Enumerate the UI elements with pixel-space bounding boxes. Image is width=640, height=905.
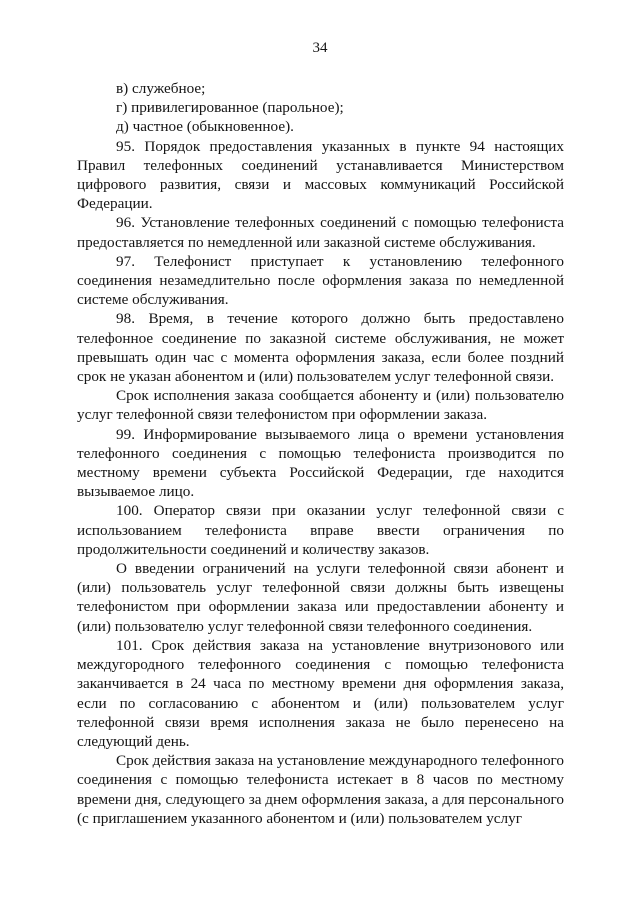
paragraph-100: 100. Оператор связи при оказании услуг телефонной связи с использованием телефониста вправе ввести ограничения по продолжительности соединений и количеству заказов. xyxy=(77,502,564,558)
paragraph-101: 101. Срок действия заказа на установление внутризонового или междугородного телефонного соединения с помощью телефониста заканчивается в 24 часа по местному времени дня оформления заказа, если по согласованию с абонентом и (или) пользователем услуг телефонной связи время исполнения заказа не было перенесено на следующий день. xyxy=(77,636,564,750)
paragraph-98-order-term: Срок исполнения заказа сообщается абоненту и (или) пользователю услуг телефонной связи телефонистом при оформлении заказа. xyxy=(77,387,564,424)
list-item-v: в) служебное; xyxy=(116,80,206,97)
list-item-d: д) частное (обыкновенное). xyxy=(116,118,294,136)
paragraph-97: 97. Телефонист приступает к установлению телефонного соединения незамедлительно после оформления заказа по немедленной системе обслуживания. xyxy=(77,252,564,309)
paragraph-96: 96. Установление телефонных соединений с помощью телефониста предоставляется по немедленной или заказной системе обслуживания. xyxy=(77,214,564,251)
page-number: 34 xyxy=(312,40,328,56)
paragraph-95: 95. Порядок предоставления указанных в пункте 94 настоящих Правил телефонных соединений устанавливается Министерством цифрового развития, связи и массовых коммуникаций Российской Федерации. xyxy=(77,137,564,213)
document-body xyxy=(77,79,564,828)
paragraph-99: 99. Информирование вызываемого лица о времени установления телефонного соединения с помощью телефониста производится по местному времени субъекта Российской Федерации, где находится вызываемое лицо. xyxy=(77,425,564,501)
paragraph-101-international: Срок действия заказа на установление международного телефонного соединения с помощью телефониста истекает в 8 часов по местному времени дня, следующего за днем оформления заказа, а для персонального (с приглашением указанного абонентом и (или) пользователем услуг xyxy=(77,752,564,827)
paragraph-98: 98. Время, в течение которого должно быть предоставлено телефонное соединение по заказной системе обслуживания, не может превышать один час с момента оформления заказа, если более поздний срок не указан абонентом и (или) пользователем услуг телефонной связи. xyxy=(77,310,564,386)
list-item-g: г) привилегированное (парольное); xyxy=(116,99,344,117)
paragraph-100-restrictions-notice: О введении ограничений на услуги телефонной связи абонент и (или) пользователь услуг телефонной связи должны быть извещены телефонистом при оформлении заказа или предоставлении абоненту и (или) пользователю услуг телефонной связи телефонного соединения. xyxy=(77,560,564,635)
